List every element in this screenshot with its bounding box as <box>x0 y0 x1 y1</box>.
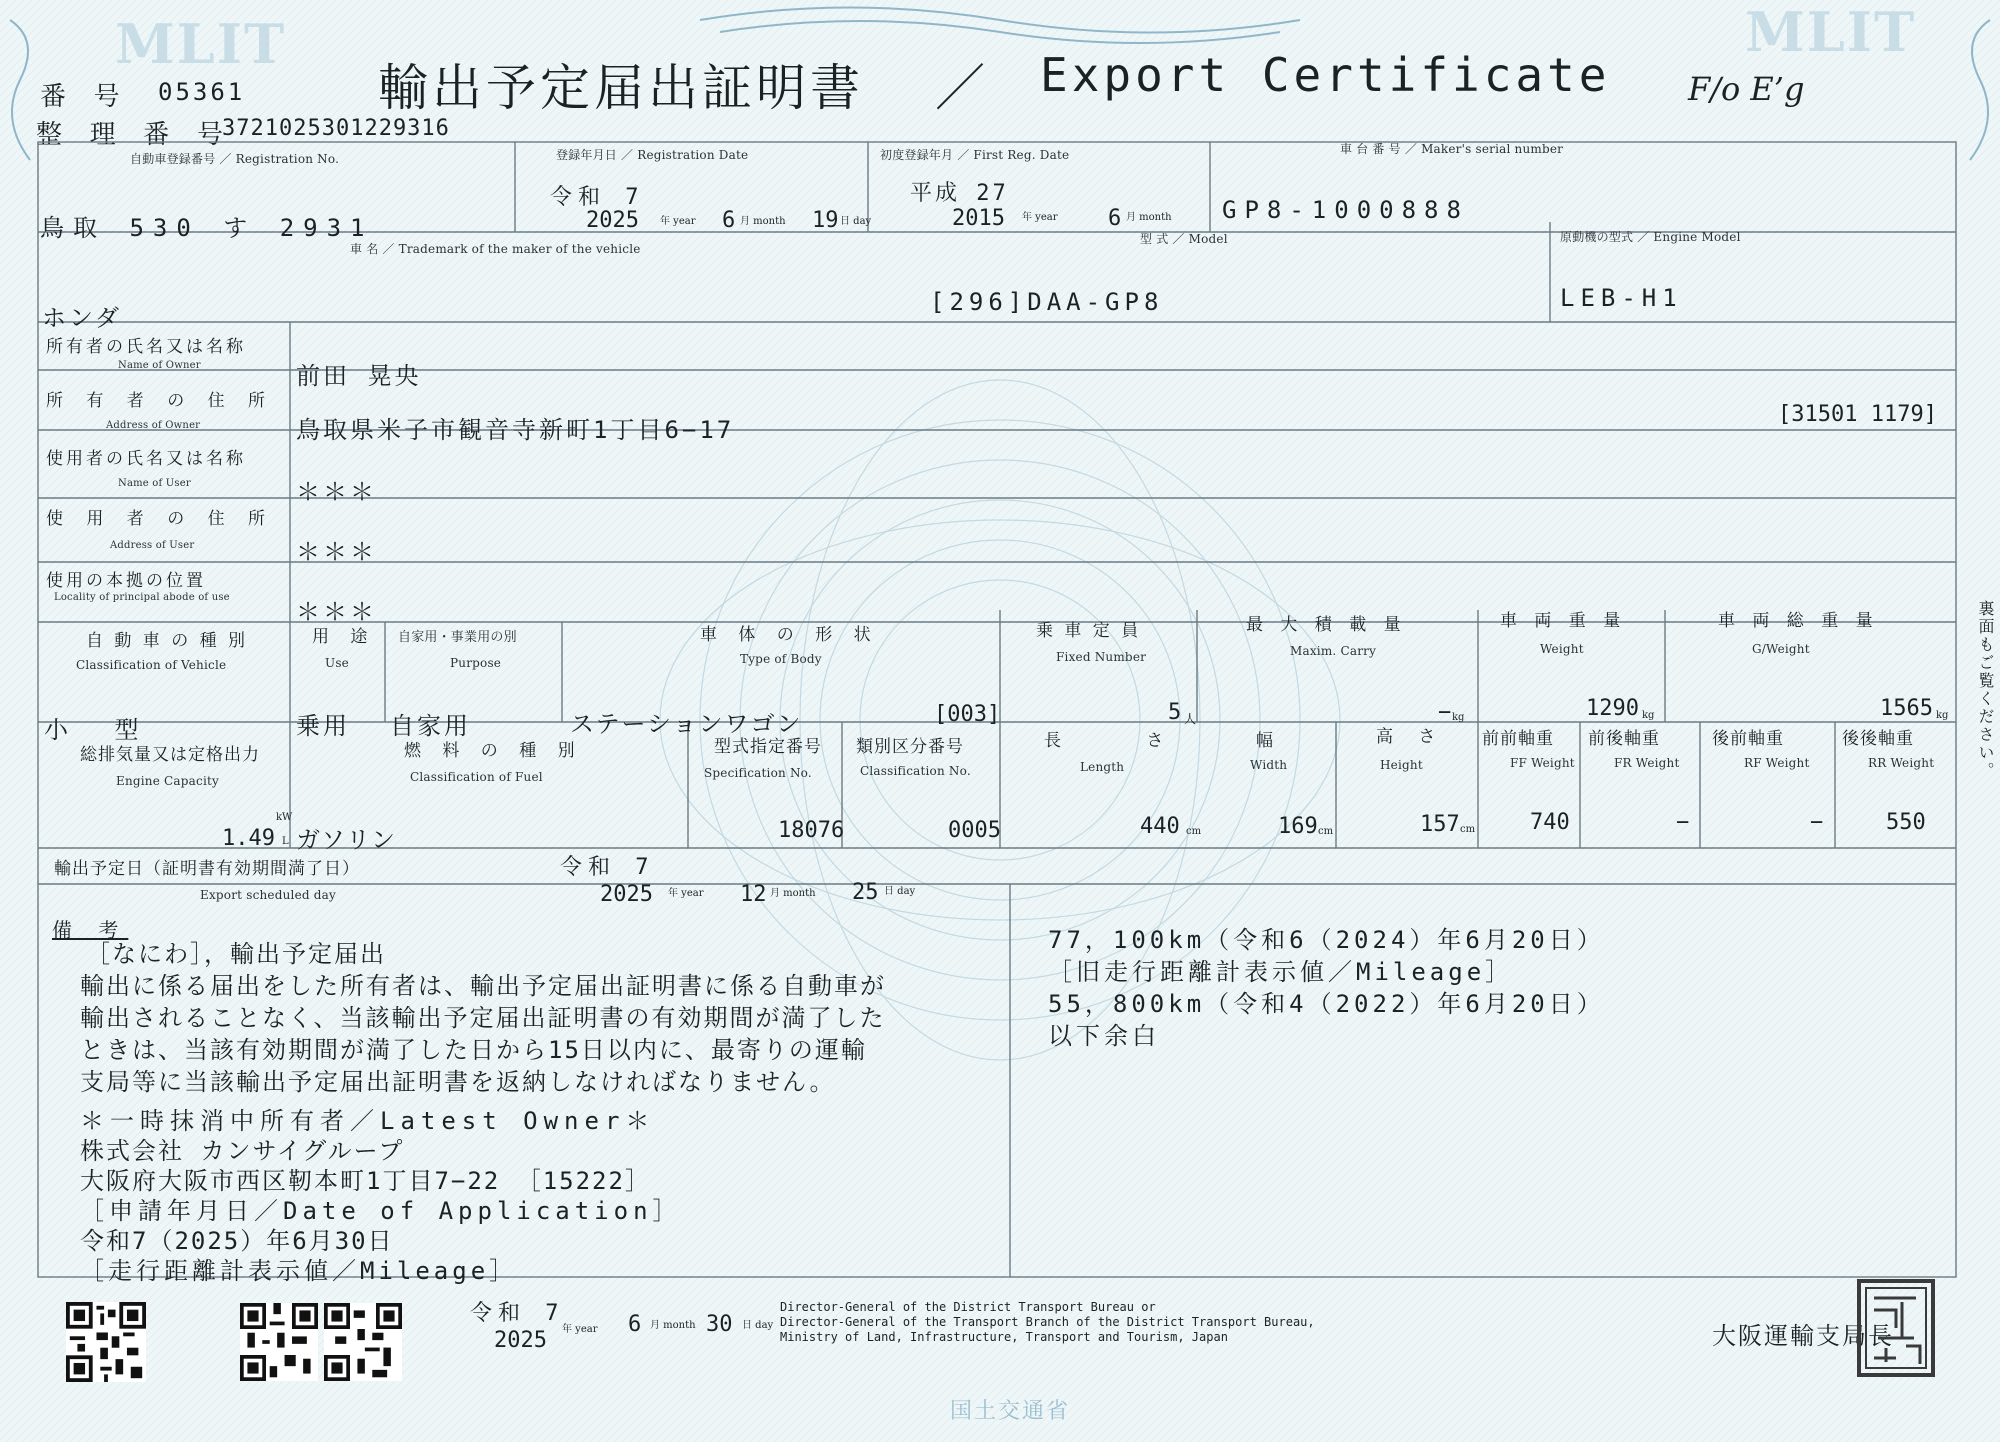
user-address: ＊＊＊ <box>296 538 377 566</box>
remarks-right <box>1048 924 1605 1052</box>
owner-name-label-en: Name of Owner <box>118 360 201 371</box>
first-reg-era: 平成 27 <box>910 181 1009 206</box>
length-label-en: Length <box>1080 760 1125 774</box>
locality-label: 使用の本拠の位置 <box>46 571 206 591</box>
first-reg-year: 2015 <box>952 206 1005 231</box>
certificate-number-label: 番 号 <box>40 82 126 112</box>
owner-address-label-en: Address of Owner <box>106 420 201 431</box>
fixed-number-label: 乗 車 定 員 <box>1036 621 1142 641</box>
use-label: 用 途 <box>312 627 376 647</box>
owner-name-label: 所有者の氏名又は名称 <box>46 337 246 357</box>
first-reg-month-unit: 月 month <box>1126 212 1172 223</box>
user-name-label: 使用者の氏名又は名称 <box>46 449 246 469</box>
fr-weight-label-en: FR Weight <box>1614 756 1680 770</box>
page-title: 輸出予定届出証明書 <box>378 59 864 117</box>
remarks-bottom-line: 令和7（2025）年6月30日 <box>80 1227 394 1255</box>
handwritten-note: F/o E’g <box>1688 70 1805 108</box>
body-type-label: 車 体 の 形 状 <box>700 625 879 645</box>
purpose-label: 自家用・事業用の別 <box>398 630 517 645</box>
issuer-english-line: Director-General of the District Transport Bureau or <box>780 1300 1156 1314</box>
weight-label: 車 両 重 量 <box>1500 611 1627 631</box>
engine-model-label: 原動機の型式 ／ Engine Model <box>1560 230 1741 244</box>
user-address-label: 使 用 者 の 住 所 <box>46 509 275 529</box>
issuer-english <box>780 1300 1315 1345</box>
registration-year: 2025 <box>586 208 639 233</box>
issue-date-day-unit: 日 day <box>742 1320 774 1331</box>
fuel-label-en: Classification of Fuel <box>410 770 543 784</box>
remarks-bottom <box>80 1106 682 1286</box>
issuer-japanese: 大阪運輸支局長 <box>1712 1322 1894 1350</box>
remarks-bottom-line: 株式会社 カンサイグループ <box>80 1137 405 1165</box>
export-day-year: 2025 <box>600 882 653 907</box>
user-name: ＊＊＊ <box>296 478 377 506</box>
registration-month-unit: 月 month <box>740 216 786 227</box>
max-carry-label-en: Maxim. Carry <box>1290 644 1377 658</box>
purpose-label-en: Purpose <box>450 656 502 670</box>
model-code: [296]DAA-GP8 <box>930 288 1164 316</box>
export-day-label-en: Export scheduled day <box>200 888 336 902</box>
serial-number: GP8-1000888 <box>1222 196 1469 224</box>
model-label: 型 式 ／ Model <box>1140 232 1228 246</box>
qr-code-3 <box>324 1300 402 1384</box>
registration-number: 鳥取 530 す 2931 <box>40 214 374 242</box>
height: 157 <box>1420 812 1460 837</box>
first-reg-year-unit: 年 year <box>1022 212 1058 223</box>
rf-weight-label-en: RF Weight <box>1744 756 1810 770</box>
length: 440 <box>1140 814 1180 839</box>
locality-value: ＊＊＊ <box>296 598 377 626</box>
weight-unit: kg <box>1642 710 1655 721</box>
vehicle-class: 小 型 <box>44 716 155 744</box>
engine-capacity-label-en: Engine Capacity <box>116 774 219 788</box>
remarks-right-line: 以下余白 <box>1048 1022 1160 1050</box>
registration-month: 6 <box>722 208 736 233</box>
rr-weight: 550 <box>1886 810 1926 835</box>
gross-weight: 1565 <box>1880 696 1933 721</box>
issue-date-year-unit: 年 year <box>562 1324 598 1335</box>
use-label-en: Use <box>325 656 349 670</box>
rr-weight-label: 後後軸重 <box>1842 729 1914 749</box>
remarks-left-line: 支局等に当該輸出予定届出証明書を返納しなければなりません。 <box>80 1068 836 1096</box>
issuer-english-line: Director-General of the Transport Branch of the District Transport Bureau, <box>780 1315 1315 1329</box>
fr-weight: − <box>1676 810 1690 835</box>
rf-weight-label: 後前軸重 <box>1712 729 1784 749</box>
reference-number-label: 整 理 番 号 <box>36 120 229 150</box>
vehicle-class-label: 自 動 車 の 種 別 <box>86 631 249 651</box>
issue-date-era: 令和 7 <box>470 1301 565 1326</box>
remarks-left-line: 輸出されることなく、当該輸出予定届出証明書の有効期間が満了した <box>80 1004 886 1032</box>
serial-number-label: 車 台 番 号 ／ Maker's serial number <box>1340 142 1564 156</box>
first-reg-month: 6 <box>1108 206 1122 231</box>
issuer-english-line: Ministry of Land, Infrastructure, Transport and Tourism, Japan <box>780 1330 1228 1344</box>
body-type-label-en: Type of Body <box>740 652 822 666</box>
registration-date-label: 登録年月日 ／ Registration Date <box>556 148 749 162</box>
height-unit: cm <box>1460 824 1476 835</box>
remarks-right-line: ［旧走行距離計表示値／Mileage］ <box>1048 958 1514 986</box>
ff-weight: 740 <box>1530 810 1570 835</box>
class-no: 0005 <box>948 818 1001 843</box>
owner-name: 前田 晃央 <box>296 362 422 390</box>
owner-address: 鳥取県米子市観音寺新町1丁目6−17 <box>296 416 735 444</box>
maker-name: ホンダ <box>42 304 123 332</box>
qr-code-1 <box>66 1302 146 1382</box>
spec-no-label-en: Specification No. <box>704 766 812 780</box>
ff-weight-label: 前前軸重 <box>1482 729 1554 749</box>
registration-day: 19 <box>812 208 839 233</box>
length-unit: cm <box>1186 826 1202 837</box>
max-carry-label: 最 大 積 載 量 <box>1246 615 1407 635</box>
fr-weight-label: 前後軸重 <box>1588 729 1660 749</box>
remarks-bottom-line: ［申請年月日／Date of Application］ <box>80 1197 682 1225</box>
export-day-month: 12 <box>740 882 767 907</box>
weight-label-en: Weight <box>1540 642 1584 656</box>
body-type: ステーションワゴン <box>570 710 803 738</box>
reference-number: 3721025301229316 <box>222 116 450 141</box>
mlit-logo-right: MLIT <box>1745 0 1917 64</box>
export-day-day: 25 <box>852 880 879 905</box>
remarks-left <box>80 938 886 1098</box>
height-label-en: Height <box>1380 758 1423 772</box>
export-day-era: 令和 7 <box>560 855 655 880</box>
registration-no-label: 自動車登録番号 ／ Registration No. <box>130 152 340 166</box>
purpose-value: 自家用 <box>390 712 471 740</box>
ff-weight-label-en: FF Weight <box>1510 756 1575 770</box>
side-note: 裏面もご覧ください。 <box>1976 600 1995 780</box>
spec-no-label: 型式指定番号 <box>714 737 822 757</box>
issue-date-month: 6 <box>628 1312 642 1337</box>
remarks-bottom-line: 大阪府大阪市西区靭本町1丁目7−22 ［15222］ <box>80 1167 651 1195</box>
fuel-label: 燃 料 の 種 別 <box>404 741 583 761</box>
gross-weight-label: 車 両 総 重 量 <box>1718 611 1879 631</box>
width-unit: cm <box>1318 826 1334 837</box>
engine-capacity-label: 総排気量又は定格出力 <box>80 745 260 765</box>
width-label: 幅 <box>1256 731 1276 751</box>
export-day-day-unit: 日 day <box>884 886 916 897</box>
height-label: 高 さ <box>1376 727 1446 747</box>
gross-weight-unit: kg <box>1936 710 1949 721</box>
first-reg-date-label: 初度登録年月 ／ First Reg. Date <box>880 148 1070 162</box>
max-carry: − <box>1438 700 1452 725</box>
mlit-footer-label: 国土交通省 <box>950 1399 1071 1424</box>
remarks-bottom-line: ［走行距離計表示値／Mileage］ <box>80 1257 518 1285</box>
export-day-month-unit: 月 month <box>770 888 816 899</box>
engine-capacity-unit: L <box>282 836 289 847</box>
remarks-left-line: 輸出に係る届出をした所有者は、輸出予定届出証明書に係る自動車が <box>80 972 886 1000</box>
max-carry-unit: kg <box>1452 712 1465 723</box>
length-label: 長 さ <box>1044 731 1204 751</box>
engine-capacity-unit-kw: kW <box>276 812 293 823</box>
remarks-right-line: 55，800km（令和4（2022）年6月20日） <box>1048 990 1605 1018</box>
class-no-label-en: Classification No. <box>860 764 971 778</box>
user-name-label-en: Name of User <box>118 478 191 489</box>
body-type-code: [003] <box>934 702 1001 727</box>
fixed-number-unit: 人 <box>1184 712 1197 726</box>
owner-address-code: [31501 1179] <box>1778 402 1937 427</box>
remarks-left-line: ときは、当該有効期間が満了した日から15日以内に、最寄りの運輸 <box>80 1036 867 1064</box>
export-day-year-unit: 年 year <box>668 888 704 899</box>
mlit-logo-left: MLIT <box>115 12 287 76</box>
engine-model: LEB-H1 <box>1560 284 1683 312</box>
registration-year-unit: 年 year <box>660 216 696 227</box>
fuel-type: ガソリン <box>296 826 396 854</box>
fixed-number-label-en: Fixed Number <box>1056 650 1147 664</box>
remarks-bottom-line: ＊一時抹消中所有者／Latest Owner＊ <box>80 1107 656 1135</box>
issue-date-year: 2025 <box>494 1328 547 1353</box>
rr-weight-label-en: RR Weight <box>1868 756 1935 770</box>
width: 169 <box>1278 814 1318 839</box>
page-title-english: Export Certificate <box>1040 48 1611 102</box>
owner-address-label: 所 有 者 の 住 所 <box>46 391 275 411</box>
remarks-label: 備 考 <box>52 918 129 942</box>
fixed-number: 5 <box>1168 700 1182 725</box>
export-day-label: 輸出予定日（証明書有効期間満了日） <box>54 859 360 879</box>
registration-era: 令和 7 <box>550 185 645 210</box>
gross-weight-label-en: G/Weight <box>1752 642 1810 656</box>
issue-date-month-unit: 月 month <box>650 1320 696 1331</box>
engine-capacity: 1.49 <box>222 826 275 851</box>
maker-label: 車 名 ／ Trademark of the maker of the vehicle <box>350 242 641 256</box>
official-seal <box>1856 1278 1936 1378</box>
remarks-right-line: 77，100km（令和6（2024）年6月20日） <box>1048 926 1605 954</box>
registration-day-unit: 日 day <box>840 216 872 227</box>
certificate-number: 05361 <box>158 78 246 106</box>
vehicle-class-label-en: Classification of Vehicle <box>76 658 227 672</box>
use-value: 乗用 <box>296 712 350 740</box>
remarks-left-line: ［なにわ］，輸出予定届出 <box>86 940 386 968</box>
title-separator: ／ <box>935 59 989 117</box>
class-no-label: 類別区分番号 <box>856 737 964 757</box>
locality-label-en: Locality of principal abode of use <box>54 592 230 603</box>
width-label-en: Width <box>1250 758 1288 772</box>
user-address-label-en: Address of User <box>110 540 195 551</box>
rf-weight: − <box>1810 810 1824 835</box>
issue-date-day: 30 <box>706 1312 733 1337</box>
weight: 1290 <box>1586 696 1639 721</box>
qr-code-2 <box>240 1300 318 1384</box>
spec-no: 18076 <box>778 818 845 843</box>
